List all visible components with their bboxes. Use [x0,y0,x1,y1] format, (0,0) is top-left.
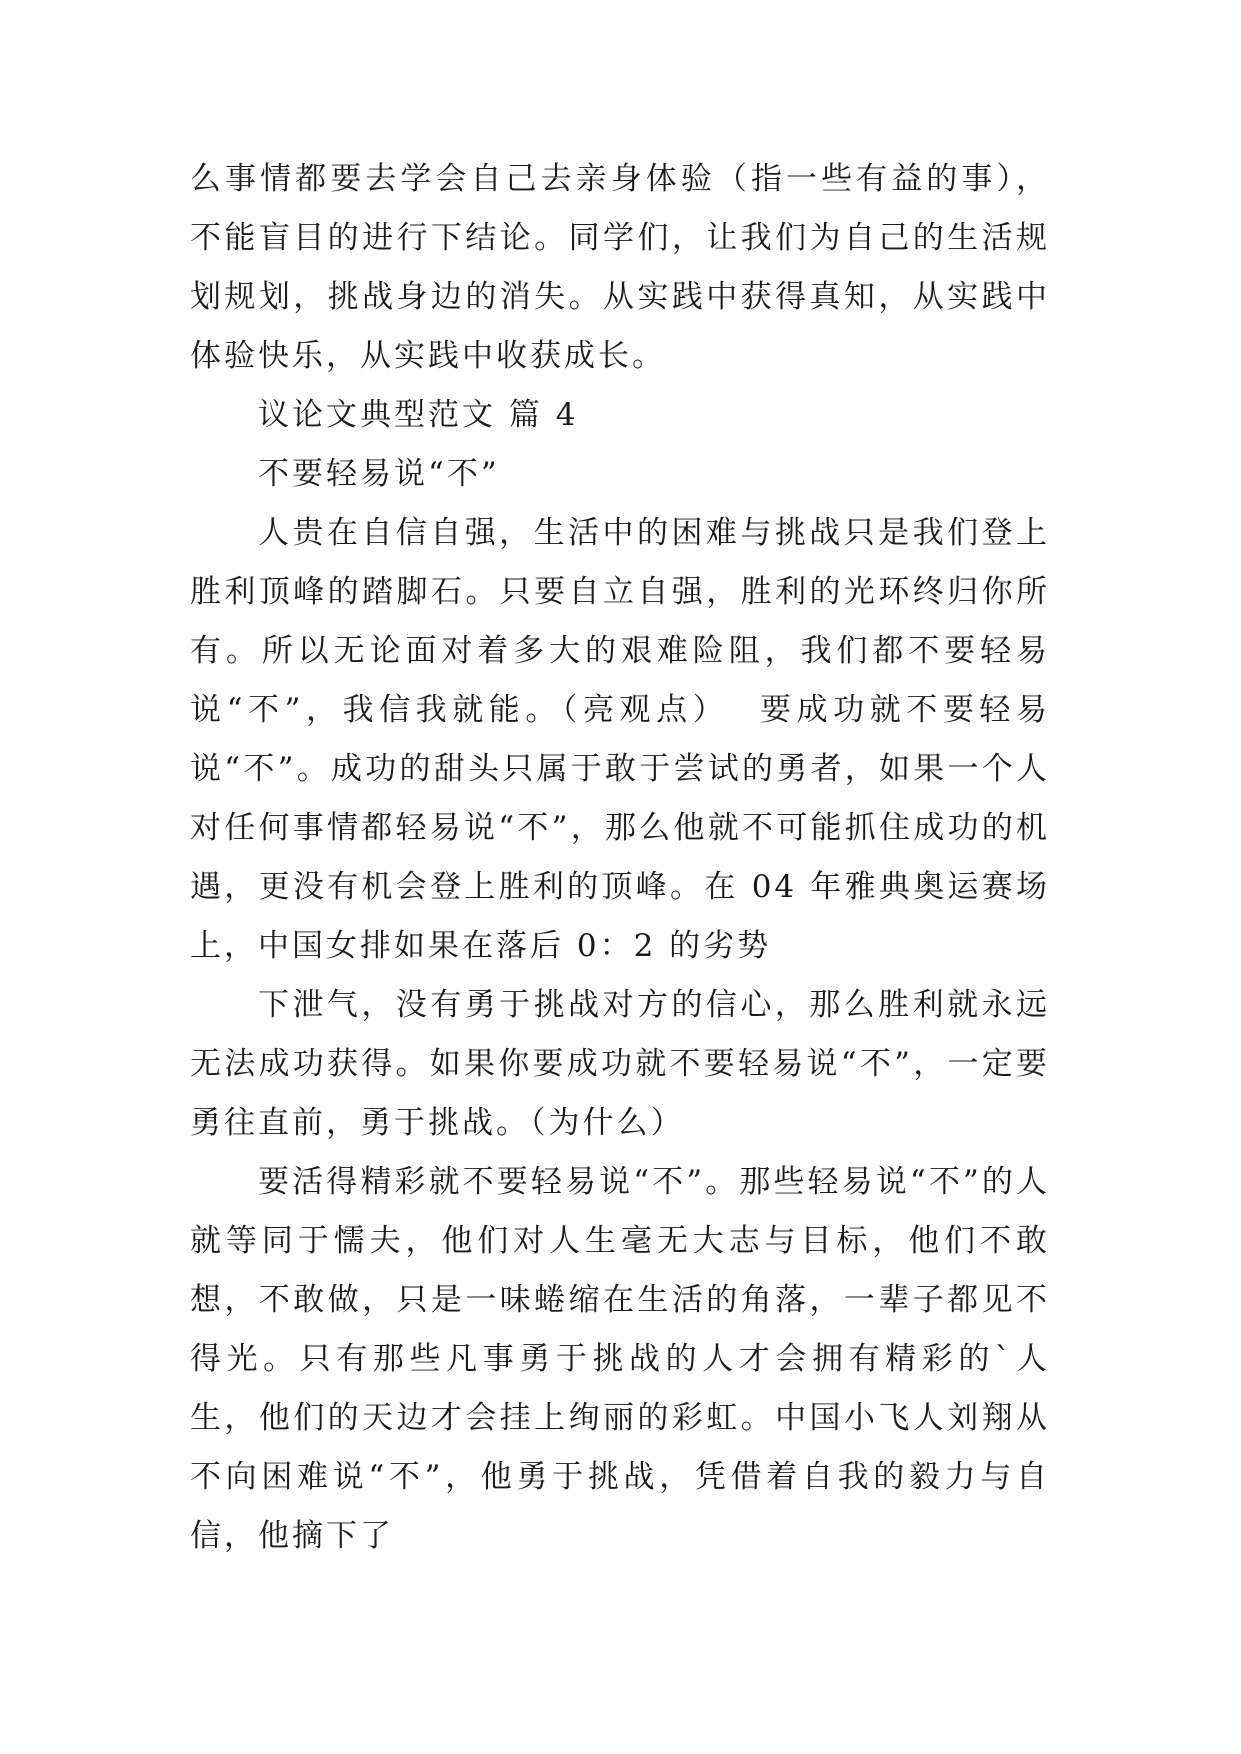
continued-paragraph: 么事情都要去学会自己去亲身体验（指一些有益的事），不能盲目的进行下结论。同学们，让我们为自己的生活规划规划，挑战身边的消失。从实践中获得真知，从实践中体验快乐，从实践中收获成长。 [190,161,1050,374]
essay-title: 不要轻易说“不” [258,456,500,492]
body-paragraph-3: 要活得精彩就不要轻易说“不”。那些轻易说“不”的人就等同于懦夫，他们对人生毫无大志与目标，他们不敢想，不敢做，只是一味蜷缩在生活的角落，一辈子都见不得光。只有那些凡事勇于挑战的人才会拥有精彩的`人生，他们的天边才会挂上绚丽的彩虹。中国小飞人刘翔从不向困难说“不”，他勇于挑战，凭借着自我的毅力与自信，他摘下了 [190,1164,1050,1554]
document-body [190,150,1050,1566]
section-heading: 议论文典型范文 篇 4 [258,397,579,433]
body-paragraph-2: 下泄气，没有勇于挑战对方的信心，那么胜利就永远无法成功获得。如果你要成功就不要轻易说“不”，一定要勇往直前，勇于挑战。（为什么） [190,987,1050,1141]
body-paragraph-1: 人贵在自信自强，生活中的困难与挑战只是我们登上胜利顶峰的踏脚石。只要自立自强，胜利的光环终归你所有。所以无论面对着多大的艰难险阻，我们都不要轻易说“不”，我信我就能。（亮观点） 要成功就不要轻易说“不”。成功的甜头只属于敢于尝试的勇者，如果一个人对任何事情都轻易说“不”，那么他就不可能抓住成功的机遇，更没有机会登上胜利的顶峰。在 04 年雅典奥运赛场上，中国女排如果在落后 0：2 的劣势 [190,515,1050,964]
